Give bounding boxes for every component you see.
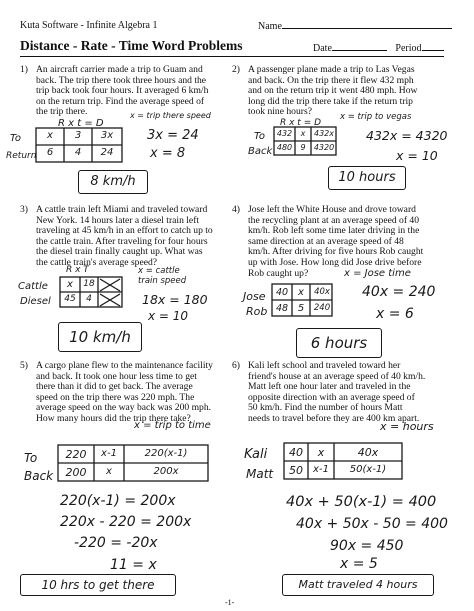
row-label: Matt [246,467,274,481]
software-label: Kuta Software - Infinite Algebra 1 [20,20,158,31]
answer-box: Matt traveled 4 hours [282,574,434,596]
answer-box: 10 hours [328,166,406,190]
work-header: R x t = D [58,118,104,129]
equation: x = 10 [396,148,438,163]
work-header: R x T [66,265,89,275]
work-note: x = trip to vegas [340,112,412,122]
problem-number: 2) [232,64,240,75]
table-cell: 432 [276,129,293,138]
answer-box: 8 km/h [78,170,148,194]
problem-number: 5) [20,360,28,371]
equation: 220x - 220 = 200x [60,514,192,530]
equation: 40x = 240 [362,284,436,300]
table-cell: x [298,287,304,298]
table-cell: 6 [46,147,54,158]
date-period-fields [313,42,444,54]
table-cell: x [106,466,112,477]
equation: 3x = 24 [147,128,199,143]
work-header: R x t = D [280,118,322,128]
row-label: Rob [246,305,268,318]
table-cell: x [317,446,325,459]
table-cell: 40x [314,287,330,297]
work-note: x = hours [380,420,434,433]
table-cell: x-1 [101,448,117,459]
table-cell: 200x [153,466,179,477]
table-cell: 4320 [313,143,335,152]
table-cell: x [300,129,306,138]
equation: 90x = 450 [330,538,404,554]
equation: x = 6 [376,306,414,322]
table-cell: 40x [357,446,379,459]
problem-text: A cargo plane flew to the maintenance facility and back. It took one hour less time to get there than it did to get back. The average speed on the trip there was 220 mph. The average speed on the way back was 200 mph. How many hours did the trip there take? [36,360,213,424]
problem-text: An aircraft carrier made a trip to Guam and back. The trip there took three hours and the trip back took four hours. It averaged 6 km/h on the return trip. Find the average speed of the trip there. [36,64,209,118]
row-label: Kali [244,447,268,462]
header-rule [20,56,444,57]
row-label: Jose [243,290,266,303]
table-cell: 45 [64,294,76,304]
work-note: x = trip to time [134,420,211,431]
problem-text: Jose left the White House and drove toward the recycling plant at an average speed of 40 km/h. Rob left some time later driving in the same direction at an average speed of 48 km/h. After driving for five hours Rob caught up with Jose. How long did Jose drive before Rob caught up? [248,204,424,279]
name-label: Name [258,21,282,32]
table-cell: 3x [100,130,114,141]
work-note: x = trip there speed [130,111,211,120]
table-cell: 40 [275,287,289,298]
table-cell: 200 [65,466,87,479]
row-label: Back [24,469,54,483]
table-cell: 48 [275,303,289,314]
equation: x = 10 [148,309,189,323]
table-cell: 18 [83,279,95,289]
equation: -220 = -20x [74,535,158,551]
row-label: To [24,451,38,465]
table-cell: 40 [289,446,303,459]
problem-number: 4) [232,204,240,215]
table-cell: 50 [289,464,303,477]
answer-box: 10 hrs to get there [20,574,176,596]
date-label: Date [313,43,332,54]
table-cell: 4 [74,147,82,158]
table-cell: 50(x-1) [349,464,387,475]
problem-number: 1) [20,64,28,75]
row-label: Back [248,146,273,157]
table-cell: 480 [276,143,293,152]
table-cell: 240 [313,303,331,313]
table-cell: 4 [86,294,92,304]
equation: 18x = 180 [142,292,208,307]
page-title: Distance - Rate - Time Word Problems [20,38,243,53]
table-cell: 9 [300,143,306,152]
row-label: Return [6,151,37,161]
table-cell: x [47,130,53,141]
problem-text: A passenger plane made a trip to Las Vegas and back. On the trip there it flew 432 mph and on the return trip it went 480 mph. How long did the trip there take if the return trip took nine hours? [248,64,418,118]
answer-box: 6 hours [296,328,382,358]
problem-text: Kali left school and traveled toward her friend's house at an average speed of 40 km/h. Matt left one hour later and traveled in the opposite direction with an average speed of 50 km/h. Find the number of hours Matt needs to travel before they are 400 km apart. [248,360,426,424]
page-number: -1- [225,598,235,607]
table-cell: 220 [65,448,87,461]
equation: x = 8 [150,146,186,161]
work-note: x = Jose time [344,268,411,279]
name-field [258,20,452,32]
period-line [422,42,444,51]
row-label: To [254,131,265,142]
row-label: Cattle [18,281,48,292]
problem-number: 6) [232,360,240,371]
equation: x = 5 [340,556,378,572]
table-cell: 3 [74,130,82,141]
table-cell: 24 [100,147,114,158]
row-label: To [10,133,21,144]
name-line [282,20,452,29]
date-line [332,42,387,51]
answer-box: 10 km/h [58,322,142,352]
table-cell: x-1 [313,464,329,475]
table-cell: 220(x-1) [144,448,188,459]
equation: 40x + 50(x-1) = 400 [286,494,437,510]
problem-text: A cattle train left Miami and traveled toward New York. 14 hours later a diesel train left traveling at 45 km/h in an effort to catch up to the cattle train. After traveling for four hours the diesel train finally caught up. What was the cattle train's average speed? [36,204,213,268]
table-cell: 432x [313,129,334,138]
row-label: Diesel [20,296,51,307]
equation: 11 = x [110,557,157,573]
equation: 220(x-1) = 200x [60,493,176,509]
table-cell: x [67,279,73,290]
work-note: x = cattle train speed [138,266,187,286]
period-label: Period [395,43,422,54]
table-cell: 5 [297,303,305,314]
equation: 432x = 4320 [366,128,448,143]
problem-number: 3) [20,204,28,215]
equation: 40x + 50x - 50 = 400 [296,516,448,532]
